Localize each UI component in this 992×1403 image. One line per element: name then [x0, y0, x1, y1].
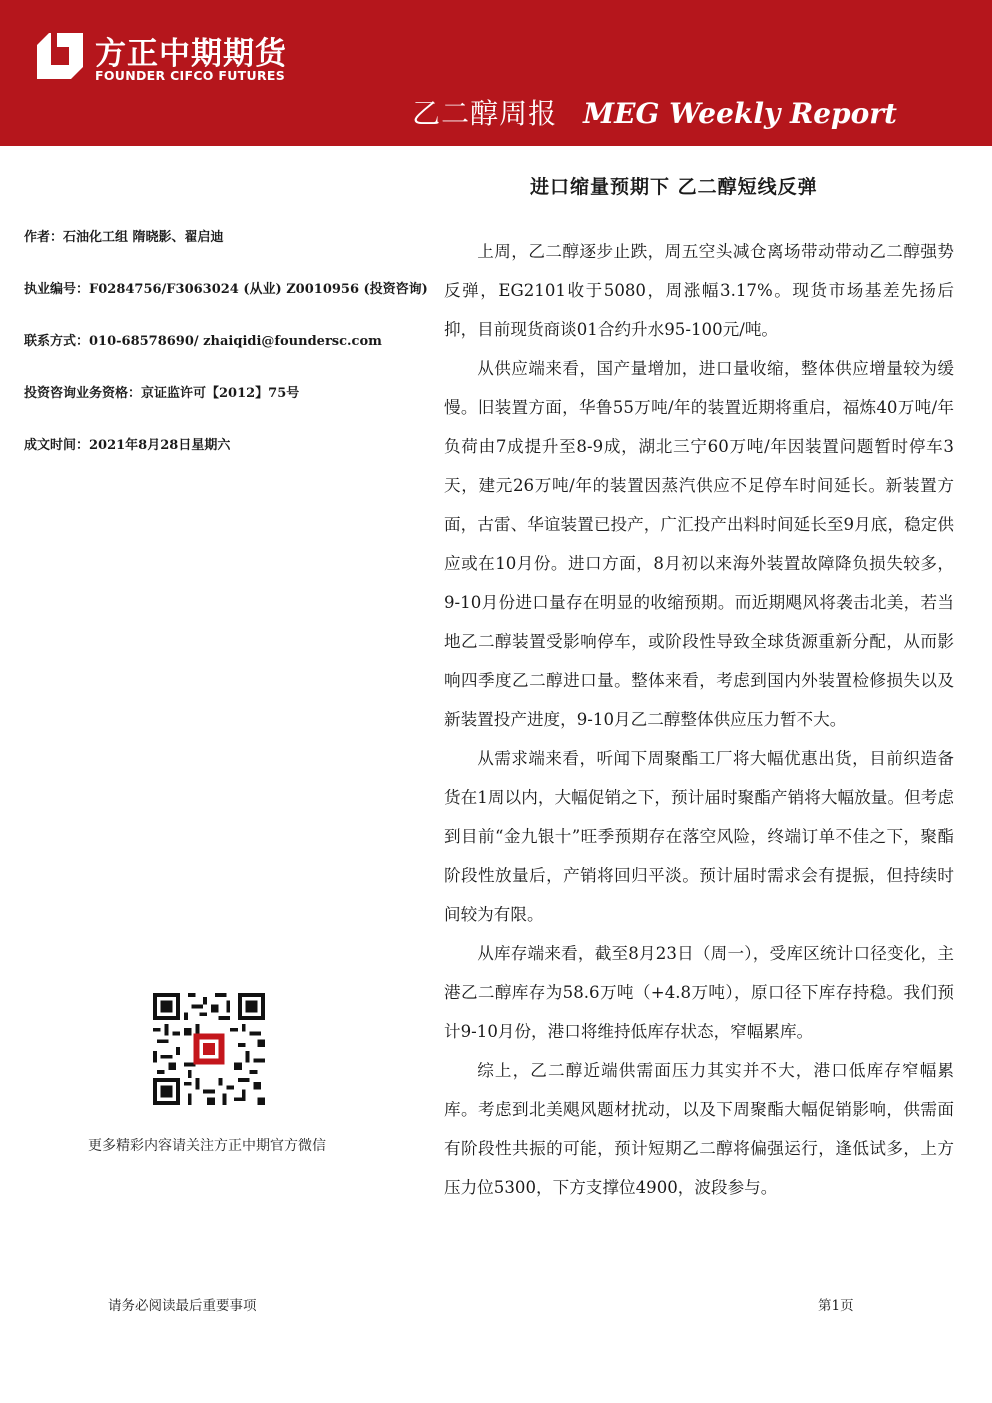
report-title-en: MEG Weekly Report — [583, 97, 897, 130]
paragraph-supply: 从供应端来看，国产量增加，进口量收缩，整体供应增量较为缓慢。旧装置方面，华鲁55万吨/年的装置近期将重启，福炼40万吨/年负荷由7成提升至8-9成，湖北三宁60万吨/年因装置问题暂时停车3天，建元26万吨/年的装置因蒸汽供应不足停车时间延长。新装置方面，古雷、华谊装置已投产，广汇投产出料时间延长至9月底，稳定供应或在10月份。进口方面，8月初以来海外装置故障降负损失较多，9-10月份进口量存在明显的收缩预期。而近期飓风将袭击北美，若当地乙二醇装置受影响停车，或阶段性导致全球货源重新分配，从而影响四季度乙二醇进口量。整体来看，考虑到国内外装置检修损失以及新装置投产进度，9-10月乙二醇整体供应压力暂不大。 — [444, 359, 954, 729]
paragraph-summary: 上周，乙二醇逐步止跌，周五空头减仓离场带动带动乙二醇强势反弹，EG2101收于5080，周涨幅3.17%。现货市场基差先扬后抑，目前现货商谈01合约升水95-100元/吨。 — [444, 242, 954, 339]
logo-english-name: FOUNDER CIFCO FUTURES — [95, 68, 286, 83]
contact-line: 联系方式：010-68578690/ zhaiqidi@foundersc.com — [24, 334, 382, 349]
report-header — [0, 0, 992, 146]
paragraph-inventory: 从库存端来看，截至8月23日（周一），受库区统计口径变化，主港乙二醇库存为58.6万吨（+4.8万吨），原口径下库存持稳。我们预计9-10月份，港口将维持低库存状态，窄幅累库。 — [444, 944, 954, 1041]
paragraph-conclusion: 综上，乙二醇近端供需面压力其实并不大，港口低库存窄幅累库。考虑到北美飓风题材扰动，以及下周聚酯大幅促销影响，供需面有阶段性共振的可能，预计短期乙二醇将偏强运行，逢低试多，上方压力位5300，下方支撑位4900，波段参与。 — [444, 1061, 954, 1197]
footer-notice: 请务必阅读最后重要事项 — [108, 1298, 257, 1314]
author-info — [24, 229, 434, 489]
report-title — [412, 92, 897, 132]
author-line: 作者：石油化工组 隋晓影、翟启迪 — [24, 230, 224, 245]
page-number: 第1页 — [818, 1298, 854, 1314]
wechat-qr-code-icon — [153, 993, 265, 1105]
article-body — [444, 232, 954, 1207]
paragraph-demand: 从需求端来看，听闻下周聚酯工厂将大幅优惠出货，目前织造备货在1周以内，大幅促销之下，预计届时聚酯产销将大幅放量。但考虑到目前“金九银十”旺季预期存在落空风险，终端订单不佳之下，聚酯阶段性放量后，产销将回归平淡。预计届时需求会有提振，但持续时间较为有限。 — [444, 749, 954, 924]
report-title-cn: 乙二醇周报 — [412, 97, 558, 130]
logo-chinese-name: 方正中期期货 — [95, 36, 287, 72]
founder-logo-icon — [37, 33, 83, 79]
article-headline: 进口缩量预期下 乙二醇短线反弹 — [530, 176, 818, 198]
qr-caption: 更多精彩内容请关注方正中期官方微信 — [88, 1138, 326, 1154]
license-line: 执业编号：F0284756/F3063024 (从业) Z0010956 (投资咨询) — [24, 282, 428, 297]
qualification-line: 投资咨询业务资格：京证监许可【2012】75号 — [24, 386, 300, 401]
date-line: 成文时间：2021年8月28日星期六 — [24, 438, 231, 453]
